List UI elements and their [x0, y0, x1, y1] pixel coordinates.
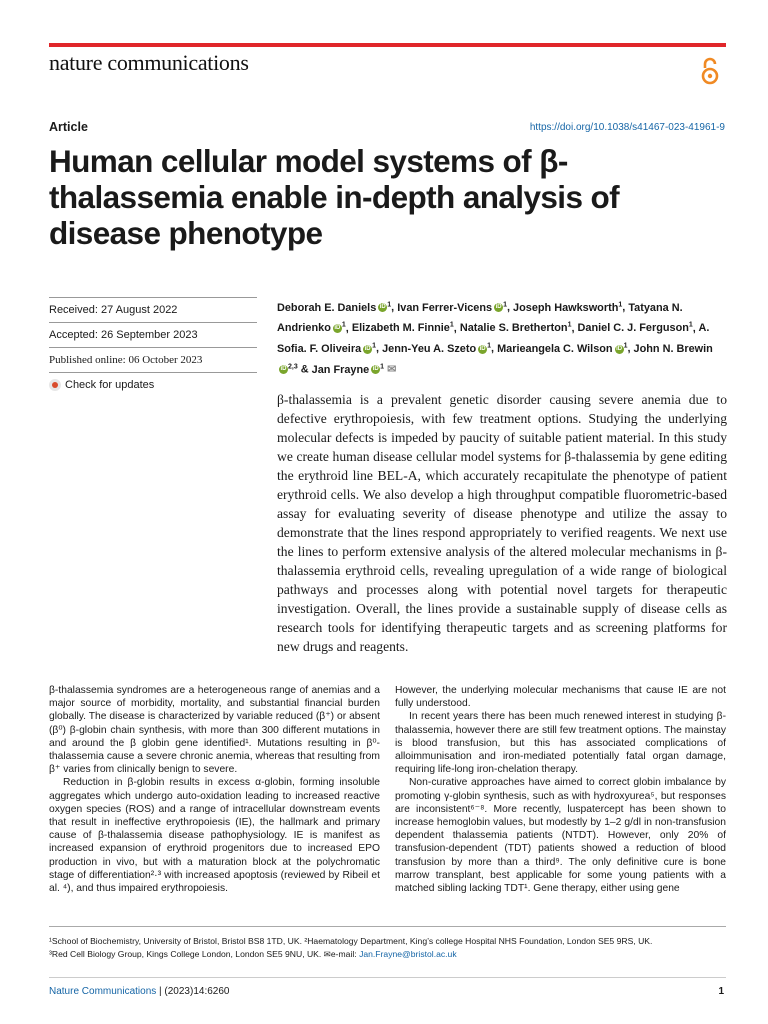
received-date: Received: 27 August 2022	[49, 297, 257, 316]
author[interactable]	[277, 302, 391, 314]
affiliation-marker: 1	[387, 301, 392, 308]
affiliation-line: ³Red Cell Biology Group, Kings College London, London SE5 9NU, UK. ✉e-mail: Jan.Frayne@bristol.ac.uk	[49, 949, 457, 959]
affiliation-marker: 1	[449, 321, 454, 329]
footer-citation: Nature Communications | (2023)14:6260	[49, 986, 230, 997]
body-column-right	[395, 684, 726, 895]
affiliation-marker: 1	[487, 342, 492, 350]
published-date: Published online: 06 October 2023	[49, 347, 257, 366]
author-name: Marieangela C. Wilson	[497, 342, 613, 355]
author[interactable]	[352, 322, 454, 334]
orcid-icon[interactable]: iD	[280, 366, 287, 373]
orcid-icon[interactable]: iD	[616, 345, 623, 352]
open-access-icon[interactable]	[699, 56, 721, 86]
footnote-divider	[49, 926, 726, 927]
accepted-date: Accepted: 26 September 2023	[49, 322, 257, 341]
article-type-label: Article	[49, 120, 88, 134]
affiliation-marker: 1	[380, 362, 385, 370]
footer-divider	[49, 977, 726, 978]
affiliation-marker: 2,3	[288, 362, 298, 370]
author-name: Ivan Ferrer-Vicens	[397, 301, 493, 314]
journal-name[interactable]: nature communications	[49, 50, 249, 75]
author-name: Tatyana N. Andrienko	[277, 301, 683, 335]
author-name: Natalie S. Bretherton	[459, 322, 568, 335]
author[interactable]	[397, 302, 507, 314]
author-name: John N. Brewin	[633, 342, 713, 355]
author-name: Joseph Hawksworth	[513, 301, 619, 314]
orcid-icon[interactable]: iD	[372, 366, 379, 373]
header-accent-bar	[49, 43, 726, 47]
email-icon[interactable]: ✉	[384, 363, 397, 376]
email-link[interactable]: Jan.Frayne@bristol.ac.uk	[359, 949, 457, 959]
affiliation-marker: 1	[503, 301, 507, 308]
paragraph: In recent years there has been much renewed interest in studying β-thalassemia, however there are still few treatment options. The mainstay is blood transfusion, but this has associated complications of alloimmunisation and iron-mediated potentially fatal organ damage, requiring life-long iron-chelation therapy.	[395, 711, 726, 776]
author[interactable]	[312, 364, 384, 376]
author[interactable]	[497, 343, 627, 355]
affiliation-marker: 1	[618, 301, 623, 308]
affiliation-marker: 1	[341, 321, 346, 329]
paragraph: However, the underlying molecular mechanisms that cause IE are not fully understood.	[395, 685, 726, 710]
author-name: A. Sofia. F. Oliveira	[277, 322, 710, 355]
doi-link[interactable]: https://doi.org/10.1038/s41467-023-41961-9	[529, 122, 725, 133]
author[interactable]	[578, 322, 693, 334]
check-for-updates-button[interactable]: Check for updates	[49, 372, 257, 391]
author-name: Deborah E. Daniels	[277, 301, 377, 314]
orcid-icon[interactable]: iD	[379, 304, 386, 311]
abstract: β-thalassemia is a prevalent genetic disorder causing severe anemia due to defective erythropoiesis, with few treatment options. Studying the underlying molecular defects is impeded by paucity of suitable patient material. In this study we create human disease cellular model systems for β-thalassemia by gene editing the erythroid line BEL-A, which accurately recapitulate the phenotype of patient erythroid cells. We also develop a high throughput compatible fluorometric-based assay for evaluating severity of disease phenotype and utilize the assay to demonstrate that the lines respond appropriately to verified reagents. We next use the lines to perform extensive analysis of the altered molecular mechanisms in β-thalassemia erythroid cells, revealing upregulation of a wide range of biological pathways and processes along with potential novel targets for therapeutic investigation. Overall, the lines provide a sustainable supply of disease cells as research tools for identifying therapeutic targets and as screening platforms for new drugs and reagents.	[277, 392, 727, 654]
body-column-left	[49, 684, 380, 895]
author-name: Daniel C. J. Ferguson	[577, 322, 689, 335]
footer-journal-link[interactable]: Nature Communications	[49, 986, 157, 997]
paragraph: Non-curative approaches have aimed to correct globin imbalance by promoting γ-globin synthesis, such as with hydroxyurea⁵, but responses are inconsistent⁶⁻⁸. More recently, luspatercept has been shown to increase hemoglobin values, but modestly by 1–2 g/dl in non-transfusion dependent thalassemia patients (NTDT). However, only 20% of transfusion-dependent (TDT) patients showed a reduction of blood transfusion by more than a third⁹. The only definitive cure is bone marrow transplant, best applicable for some young patients with a matched sibling lacking TDT¹. Gene therapy, either using gene	[395, 777, 726, 895]
author-name: Jan Frayne	[311, 363, 370, 376]
author-name: Elizabeth M. Finnie	[351, 322, 450, 335]
author[interactable]	[513, 302, 622, 314]
orcid-icon[interactable]: iD	[479, 345, 486, 352]
affiliation-marker: 1	[623, 342, 628, 350]
article-title: Human cellular model systems of β-thalassemia enable in-depth analysis of disease phenotype	[49, 143, 620, 251]
author[interactable]	[460, 322, 572, 334]
affiliation-marker: 1	[567, 321, 572, 329]
paragraph: Reduction in β-globin results in excess α-globin, forming insoluble aggregates which undergo auto-oxidation leading to increased reactive oxygen species (ROS) and a range of intracellular downstream events that result in ineffective erythropoiesis (IE), the hallmark and primary cause of β-thalassemia disease pathophysiology. IE is manifest as increased expansion of erythroid progenitors due to increased EPO production in vivo, but with a maturation block at the polychromatic stage of differentiation²·³ with increased apoptosis (reviewed by Ribeil et al. ⁴), and thus impaired erythropoiesis.	[49, 777, 380, 895]
affiliation-marker: 1	[372, 342, 377, 350]
author-name: Jenn-Yeu A. Szeto	[382, 342, 477, 355]
check-updates-icon	[49, 379, 61, 391]
author-list: Deborah E. Daniels iD $^1$, Ivan Ferrer-Vicens iD $^1$, Joseph Hawksworth$^1$, Tatyana N. Andrienko iD $^1$, Elizabeth M. Finnie$^1$, Natalie S. Bretherton$^1$, Daniel C. J. Ferguson$^1$, A. Sofia. F. Oliveira iD $^1$, Jenn-Yeu A. Szeto iD $^1$, Marieangela C. Wilson iD $^1$, John N. BrewiniD $^{2,3}$ & Jan Frayne iD $^1$ ✉	[277, 301, 713, 376]
page-number: 1	[718, 986, 724, 997]
author[interactable]	[382, 343, 491, 355]
orcid-icon[interactable]: iD	[495, 304, 502, 311]
orcid-icon[interactable]: iD	[334, 324, 341, 331]
affiliation-line: ¹School of Biochemistry, University of Bristol, Bristol BS8 1TD, UK. ²Haematology Department, King’s college Hospital NHS Foundation, London SE5 9RS, UK.	[49, 936, 653, 946]
affiliations	[49, 935, 749, 961]
affiliation-marker: 1	[688, 321, 693, 329]
orcid-icon[interactable]: iD	[364, 345, 371, 352]
paragraph: β-thalassemia syndromes are a heterogeneous range of anemias and a major source of morbidity, mortality, and substantial financial burden globally. The disease is characterized by variable reduced (β⁺) or absent (β⁰) β-globin chain synthesis, with more than 300 different mutations in and around the β globin gene identified¹. Mutations resulting in β⁰-thalassemia cause a severe chronic anemia, whereas that resulting from β⁺ varies from clinically benign to severe.	[49, 685, 380, 776]
